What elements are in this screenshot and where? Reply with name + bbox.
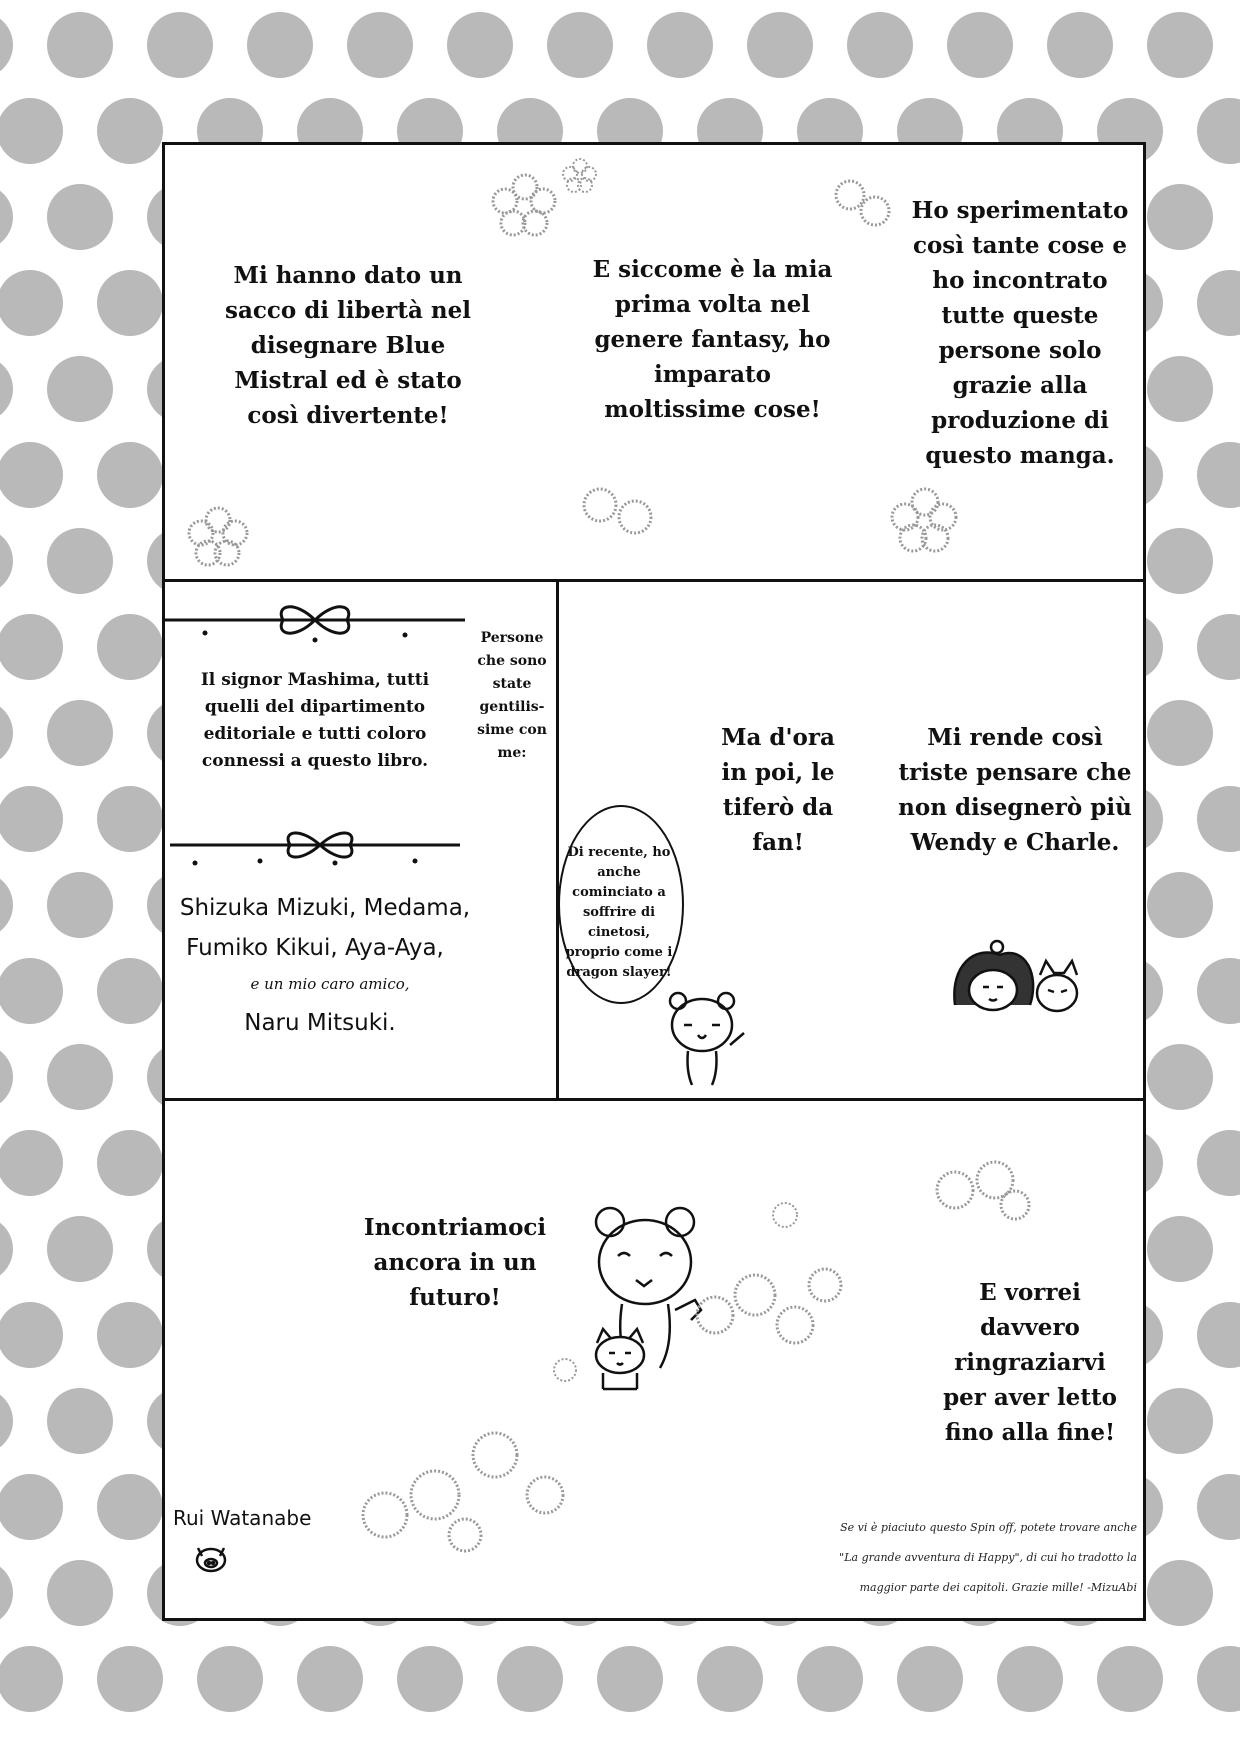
flower-cluster-icon — [685, 1245, 865, 1365]
credit-line-3: maggior parte dei capitoli. Grazie mille! -MizuAbi — [859, 1581, 1137, 1594]
polka-dot — [1047, 12, 1113, 78]
names-line-3: e un mio caro amico, — [250, 975, 410, 993]
polka-dot — [397, 1646, 463, 1712]
polka-dot — [997, 1646, 1063, 1712]
polka-dot — [47, 1216, 113, 1282]
panel-divider-2 — [165, 1098, 1143, 1101]
polka-dot — [0, 98, 63, 164]
polka-dot — [0, 528, 13, 594]
polka-dot — [0, 1560, 13, 1626]
polka-dot — [1147, 184, 1213, 250]
polka-dot — [0, 270, 63, 336]
polka-dot — [47, 528, 113, 594]
polka-dot — [47, 356, 113, 422]
polka-dot — [497, 1646, 563, 1712]
polka-dot — [1147, 528, 1213, 594]
polka-dot — [1197, 786, 1240, 852]
polka-dot — [97, 1302, 163, 1368]
polka-dot — [47, 700, 113, 766]
polka-dot — [847, 12, 913, 78]
panel4-text-left: Incontriamoci ancora in un futuro! — [363, 1214, 547, 1311]
flower-icon — [545, 1350, 585, 1390]
polka-dot — [1197, 98, 1240, 164]
polka-dot — [0, 12, 13, 78]
panel4-text-right: E vorrei davvero ringraziarvi per aver letto fino alla fine! — [943, 1279, 1117, 1446]
polka-dot — [1197, 614, 1240, 680]
panel3-text-right: Mi rende così triste pensare che non disegnerò più Wendy e Charle. — [898, 724, 1132, 856]
polka-dot — [1197, 958, 1240, 1024]
polka-dot — [0, 700, 13, 766]
flower-icon — [575, 475, 665, 545]
polka-dot — [1147, 700, 1213, 766]
polka-dot — [1147, 356, 1213, 422]
polka-dot — [0, 1388, 13, 1454]
polka-dot — [47, 1388, 113, 1454]
panel3-text-middle: Ma d'ora in poi, le tiferò da fan! — [721, 724, 835, 856]
polka-dot — [447, 12, 513, 78]
polka-dot — [97, 270, 163, 336]
ribbon-bow-icon — [170, 825, 460, 875]
panel1-text-middle: E siccome è la mia prima volta nel genere fantasy, ho imparato moltissime cose! — [592, 256, 833, 423]
credit-line-2: "La grande avventura di Happy", di cui ho tradotto la — [839, 1551, 1137, 1564]
polka-dot — [347, 12, 413, 78]
polka-dot — [297, 1646, 363, 1712]
names-line-1: Shizuka Mizuki, Medama, — [179, 895, 471, 921]
polka-dot — [647, 12, 713, 78]
polka-dot — [1197, 1474, 1240, 1540]
polka-dot — [97, 442, 163, 508]
polka-dot — [0, 1044, 13, 1110]
flower-icon — [830, 175, 900, 235]
polka-dot — [0, 1216, 13, 1282]
polka-dot — [47, 872, 113, 938]
polka-dot — [47, 1044, 113, 1110]
author-signature: Rui Watanabe — [173, 1506, 312, 1530]
polka-dot — [0, 356, 13, 422]
credit-line-1: Se vi è piaciuto questo Spin off, potete trovare anche — [840, 1521, 1137, 1534]
polka-dot — [0, 1302, 63, 1368]
polka-dot — [0, 1474, 63, 1540]
panel2-thanks-text: Il signor Mashima, tutti quelli del dipartimento editoriale e tutti coloro connessi a questo libro. — [200, 670, 430, 771]
polka-dot — [747, 12, 813, 78]
polka-dot — [697, 1646, 763, 1712]
polka-dot — [97, 958, 163, 1024]
polka-dot — [597, 1646, 663, 1712]
polka-dot — [1197, 1302, 1240, 1368]
flower-icon — [885, 480, 965, 560]
polka-dot — [97, 1474, 163, 1540]
wendy-charle-icon — [945, 935, 1085, 1025]
ribbon-bow-icon — [165, 595, 465, 645]
flower-icon — [560, 155, 600, 195]
polka-dot — [0, 1130, 63, 1196]
polka-dot — [0, 786, 63, 852]
names-line-2: Fumiko Kikui, Aya-Aya, — [186, 935, 444, 961]
polka-dot — [1197, 1646, 1240, 1712]
polka-dot — [1147, 1044, 1213, 1110]
polka-dot — [1197, 270, 1240, 336]
polka-dot — [247, 12, 313, 78]
polka-dot — [1197, 442, 1240, 508]
polka-dot — [797, 1646, 863, 1712]
bubble-text: Di recente, ho anche cominciato a soffrire di cinetosi, proprio come i dragon slayer! — [565, 845, 673, 980]
bear-mascot-small — [660, 985, 750, 1090]
cat-mascot-icon — [585, 1325, 655, 1395]
polka-dot — [0, 958, 63, 1024]
panel1-text-left: Mi hanno dato un sacco di libertà nel disegnare Blue Mistral ed è stato così divertente! — [225, 262, 471, 429]
names-line-4: Naru Mitsuki. — [244, 1010, 396, 1036]
polka-dot — [1097, 1646, 1163, 1712]
polka-dot — [1147, 1216, 1213, 1282]
polka-dot — [1147, 872, 1213, 938]
polka-dot — [897, 1646, 963, 1712]
polka-dot — [1147, 12, 1213, 78]
polka-dot — [97, 786, 163, 852]
flower-icon — [183, 500, 253, 570]
flower-icon — [925, 1145, 1035, 1235]
polka-dot — [47, 1560, 113, 1626]
panel1-text-right: Ho sperimentato così tante cose e ho incontrato tutte queste persone solo grazie alla produzione di questo manga. — [911, 197, 1129, 469]
manga-page-frame — [162, 142, 1146, 1621]
polka-dot — [1147, 1560, 1213, 1626]
polka-dot — [0, 872, 13, 938]
polka-dot — [0, 1646, 63, 1712]
polka-dot — [47, 184, 113, 250]
flower-cluster-icon — [345, 1405, 605, 1555]
panel-divider-vertical — [556, 579, 559, 1101]
polka-dot — [947, 12, 1013, 78]
flower-icon — [765, 1195, 805, 1235]
polka-dot — [97, 1130, 163, 1196]
polka-dot — [1197, 1130, 1240, 1196]
polka-dot — [0, 442, 63, 508]
polka-dot — [0, 184, 13, 250]
translator-credit — [765, 1513, 1137, 1603]
polka-dot — [547, 12, 613, 78]
panel-divider-1 — [165, 579, 1143, 582]
polka-dot — [97, 98, 163, 164]
flower-icon — [485, 165, 565, 245]
polka-dot — [197, 1646, 263, 1712]
pig-icon — [193, 1540, 229, 1574]
polka-dot — [97, 1646, 163, 1712]
polka-dot — [0, 614, 63, 680]
panel2-side-text: Persone che sono state gentilis-sime con me: — [477, 630, 547, 761]
polka-dot — [147, 12, 213, 78]
polka-dot — [1147, 1388, 1213, 1454]
polka-dot — [47, 12, 113, 78]
polka-dot — [97, 614, 163, 680]
